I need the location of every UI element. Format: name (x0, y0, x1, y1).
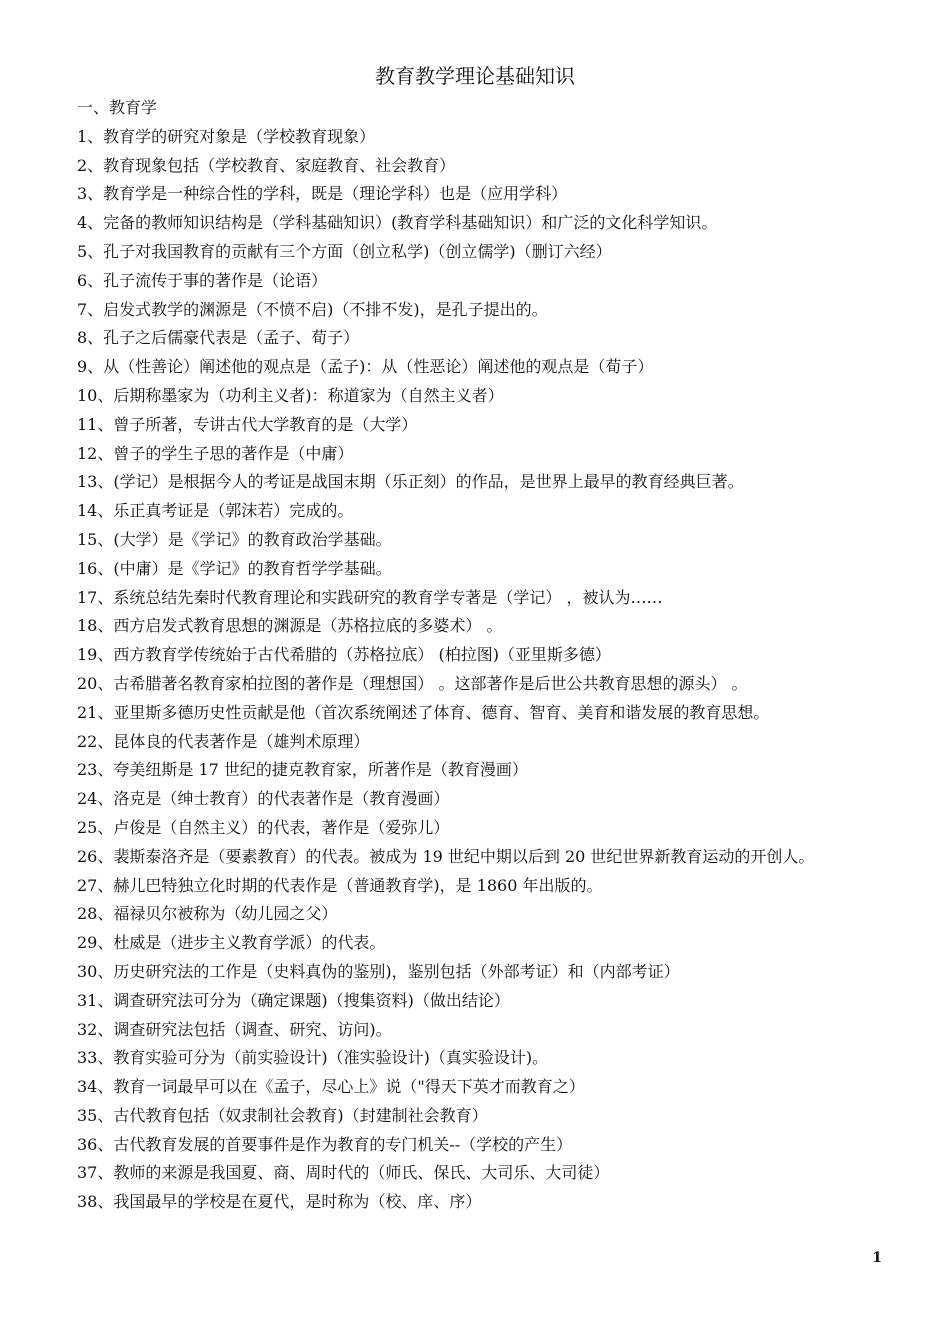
list-item: 30、历史研究法的工作是（史料真伪的鉴别)，鉴别包括（外部考证）和（内部考证） (77, 961, 680, 981)
list-item: 11、曾子所著，专讲古代大学教育的是（大学） (77, 414, 418, 434)
list-item: 34、教育一词最早可以在《孟子，尽心上》说（"得天下英才而教育之） (77, 1077, 585, 1097)
page-number: 1 (872, 1250, 882, 1266)
list-item: 17、系统总结先秦时代教育理论和实践研究的教育学专著是（学记） ，被认为…… (77, 587, 663, 607)
list-item: 25、卢俊是（自然主义）的代表，著作是（爱弥儿） (77, 817, 450, 837)
list-item: 29、杜威是（进步主义教育学派）的代表。 (77, 933, 386, 953)
list-item: 31、调查研究法可分为（确定课题)（搜集资料)（做出结论） (77, 990, 510, 1010)
list-item: 32、调查研究法包括（调查、研究、访问)。 (77, 1019, 392, 1039)
list-item: 24、洛克是（绅士教育）的代表著作是（教育漫画） (77, 789, 450, 809)
list-item: 13、(学记）是根据今人的考证是战国末期（乐正刻）的作品，是世界上最早的教育经典巨著。 (77, 472, 744, 492)
list-item: 15、(大学）是《学记》的教育政治学基础。 (77, 529, 392, 549)
document-title: 教育教学理论基础知识 (375, 64, 575, 88)
list-item: 23、夸美纽斯是 17 世纪的捷克教育家，所著作是（教育漫画） (77, 760, 528, 780)
list-item: 2、教育现象包括（学校教育、家庭教育、社会教育） (77, 155, 456, 175)
list-item: 22、昆体良的代表著作是（雄判术原理） (77, 731, 370, 751)
section-heading: 一、教育学 (77, 98, 158, 117)
list-item: 16、(中庸）是《学记》的教育哲学学基础。 (77, 558, 392, 578)
list-item: 9、从（性善论）阐述他的观点是（孟子)：从（性恶论）阐述他的观点是（荀子） (77, 357, 654, 377)
list-item: 8、孔子之后儒豪代表是（孟子、荀子） (77, 328, 360, 348)
list-item: 14、乐正真考证是（郭沫若）完成的。 (77, 501, 354, 521)
list-item: 3、教育学是一种综合性的学科，既是（理论学科）也是（应用学科） (77, 184, 568, 204)
list-item: 33、教育实验可分为（前实验设计)（准实验设计)（真实验设计)。 (77, 1048, 549, 1068)
list-item: 27、赫儿巴特独立化时期的代表作是（普通教育学)，是 1860 年出版的。 (77, 875, 603, 895)
list-item: 18、西方启发式教育思想的渊源是（苏格拉底的多婆术） 。 (77, 616, 503, 636)
list-item: 10、后期称墨家为（功利主义者)：称道家为（自然主义者） (77, 385, 504, 405)
list-item: 1、教育学的研究对象是（学校教育现象） (77, 126, 376, 146)
list-item: 19、西方教育学传统始于古代希腊的（苏格拉底） (柏拉图)（亚里斯多德） (77, 645, 611, 665)
list-item: 12、曾子的学生子思的著作是（中庸） (77, 443, 354, 463)
list-item: 35、古代教育包括（奴隶制社会教育)（封建制社会教育） (77, 1105, 488, 1125)
list-item: 26、裴斯泰洛齐是（要素教育）的代表。被成为 19 世纪中期以后到 20 世纪世界新教育运动的开创人。 (77, 846, 815, 866)
list-item: 38、我国最早的学校是在夏代，是时称为（校、庠、序） (77, 1192, 482, 1212)
list-item: 21、亚里斯多德历史性贡献是他（首次系统阐述了体育、德育、智育、美育和谐发展的教育思想。 (77, 702, 770, 722)
list-item: 28、福禄贝尔被称为（幼儿园之父） (77, 904, 338, 924)
list-item: 7、启发式教学的渊源是（不愤不启)（不排不发)，是孔子提出的。 (77, 299, 548, 319)
list-item: 6、孔子流传于事的著作是（论语） (77, 270, 328, 290)
list-item: 4、完备的教师知识结构是（学科基础知识）(教育学科基础知识）和广泛的文化科学知识。 (77, 213, 718, 233)
list-item: 20、古希腊著名教育家柏拉图的著作是（理想国） 。这部著作是后世公共教育思想的源头） 。 (77, 673, 748, 693)
list-item: 37、教师的来源是我国夏、商、周时代的（师氏、保氏、大司乐、大司徒） (77, 1163, 610, 1183)
document-body (77, 94, 917, 1217)
list-item: 36、古代教育发展的首要事件是作为教育的专门机关--（学校的产生） (77, 1134, 573, 1154)
list-item: 5、孔子对我国教育的贡献有三个方面（创立私学)（创立儒学)（删订六经） (77, 241, 612, 261)
